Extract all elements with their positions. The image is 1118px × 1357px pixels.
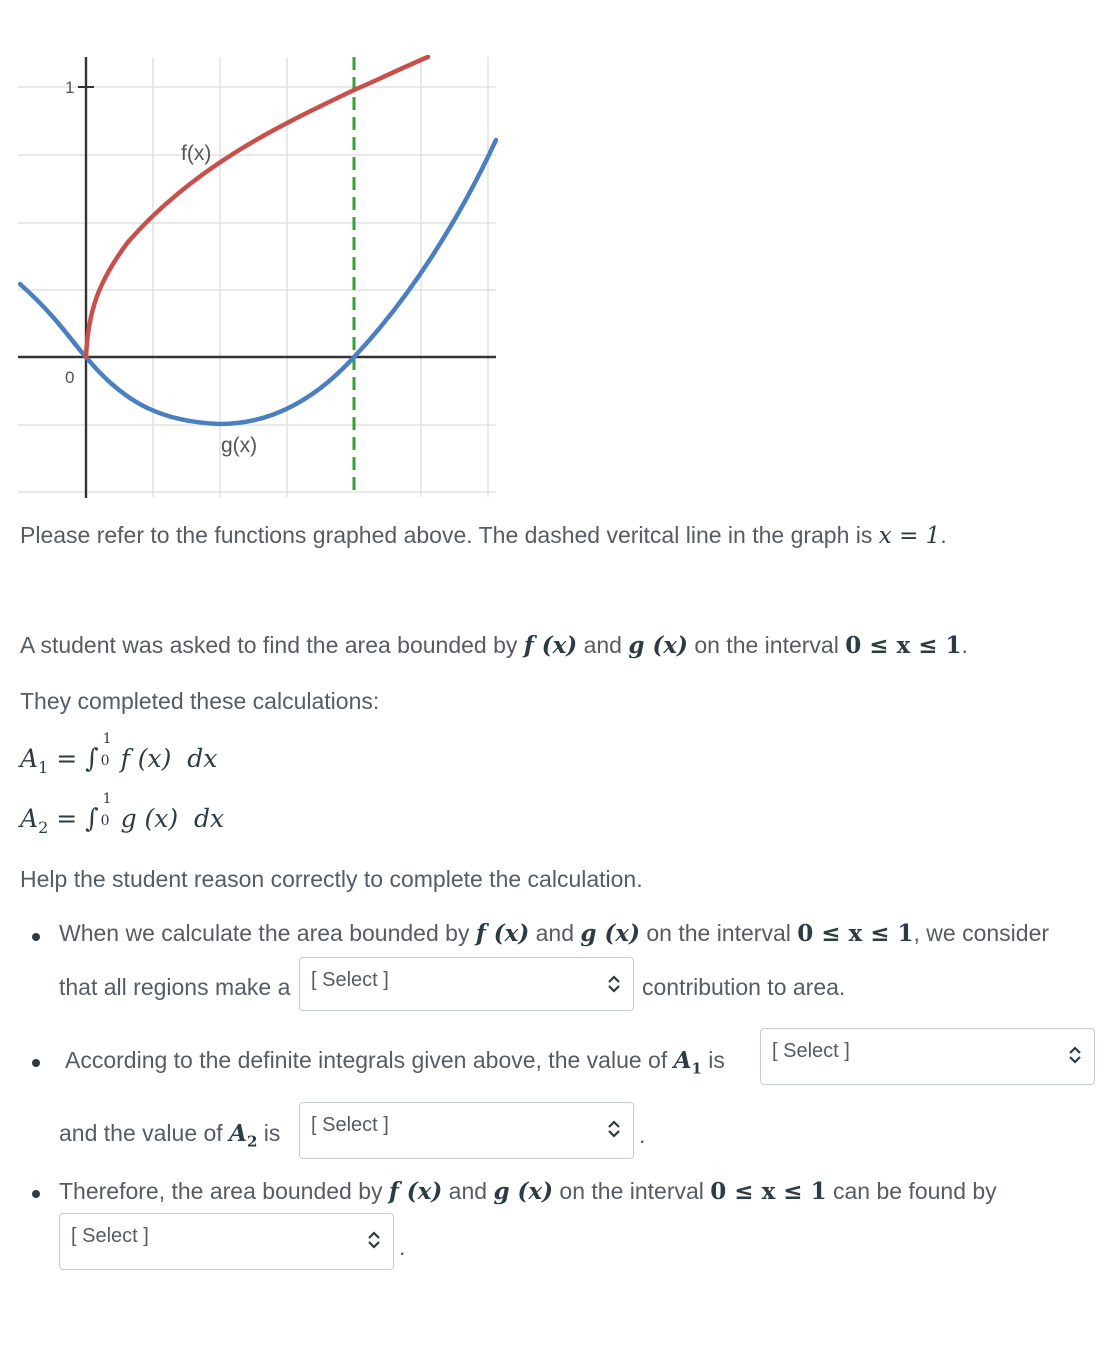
function-graph [18,52,498,502]
intro-math: x = 1 [878,523,941,549]
b3-f: f (x) [388,1178,443,1205]
bullet-1 [32,933,40,941]
eq1-upper: 1 [102,731,112,747]
select-a1-value-text: [ Select ] [772,1040,850,1062]
select-a2-value[interactable] [299,1102,634,1159]
label-f: f(x) [181,142,212,165]
b1-text-4: , we consider [913,920,1050,946]
bullet-2 [32,1059,40,1067]
chevron-updown-icon [1068,1045,1082,1065]
question-text-1: A student was asked to find the area bounded by [20,632,524,658]
eq1-equals: = [48,744,86,773]
intro-paragraph [20,522,947,549]
f-curve [86,57,428,357]
bullet-1-line-1 [59,920,1049,947]
b3-g: g (x) [493,1178,554,1205]
eq2-upper: 1 [102,791,112,807]
question-g: g (x) [628,632,688,659]
chevron-updown-icon [607,1119,621,1139]
b1-text-3: on the interval [639,920,798,946]
b2-a2: A [229,1120,247,1147]
b2-a1-sub: 1 [691,1059,702,1078]
equation-a1 [20,731,218,777]
help-text: Help the student reason correctly to complete the calculation. [20,866,643,892]
question-text-2: and [577,632,629,658]
select-a2-value-text: [ Select ] [311,1114,389,1136]
b2-text-1: According to the definite integrals given above, the value of [65,1047,674,1073]
eq2-lower: 0 [100,813,110,829]
select-contribution-value: [ Select ] [311,969,389,991]
eq1-sub: 1 [38,758,49,777]
eq1-integral: ∫ [85,744,99,774]
chevron-updown-icon [367,1230,381,1250]
select-area-method-value: [ Select ] [71,1225,149,1247]
select-a1-value[interactable] [760,1028,1095,1085]
grid-lines [18,57,496,497]
calc-heading: They completed these calculations: [20,688,380,714]
select-contribution[interactable] [299,957,634,1011]
question-text-3: on the interval [687,632,846,658]
select-area-method[interactable] [59,1213,394,1270]
eq2-body: g (x) dx [112,804,225,833]
b1-text-5: that all regions make a [59,974,291,1000]
b1-f: f (x) [475,920,530,947]
b3-text-2: and [442,1178,494,1204]
eq2-sub: 2 [38,818,49,837]
eq1-lhs: A [20,744,39,773]
b2-period: . [639,1122,646,1148]
b2-text-3: and the value of [59,1120,230,1146]
b2-text-2: is [701,1047,725,1073]
eq2-integral: ∫ [85,804,99,834]
b1-text-2: and [529,920,581,946]
question-interval: 0 ≤ x ≤ 1 [845,632,962,659]
b1-interval: 0 ≤ x ≤ 1 [797,920,914,947]
eq2-equals: = [48,804,86,833]
equation-a2 [20,791,225,837]
bullet-3-line-1 [59,1178,997,1205]
eq1-lower: 0 [100,753,110,769]
question-text-4: . [961,632,968,658]
b3-text-3: on the interval [553,1178,711,1204]
b1-text-1: When we calculate the area bounded by [59,920,476,946]
b3-interval: 0 ≤ x ≤ 1 [710,1178,827,1205]
b1-g: g (x) [580,920,640,947]
question-f: f (x) [523,632,578,659]
b3-period: . [399,1234,406,1260]
b3-text-4: can be found by [826,1178,997,1204]
bullet-2-line-1 [65,1047,725,1078]
b2-text-4: is [257,1120,281,1146]
g-curve [20,140,496,424]
chevron-updown-icon [607,974,621,994]
eq1-body: f (x) dx [112,744,218,773]
b3-text-1: Therefore, the area bounded by [59,1178,389,1204]
eq2-lhs: A [20,804,39,833]
label-zero: 0 [65,368,75,387]
question-paragraph [20,632,968,659]
label-g: g(x) [221,434,258,457]
label-one: 1 [65,78,75,97]
b2-a2-sub: 2 [246,1132,258,1151]
intro-text: Please refer to the functions graphed above. The dashed veritcal line in the graph is [20,522,879,548]
bullet-3 [32,1190,40,1198]
b1-text-6: contribution to area. [642,974,846,1000]
b2-a1: A [673,1047,692,1074]
bullet-2-line-2 [59,1120,280,1151]
intro-end: . [940,522,947,548]
